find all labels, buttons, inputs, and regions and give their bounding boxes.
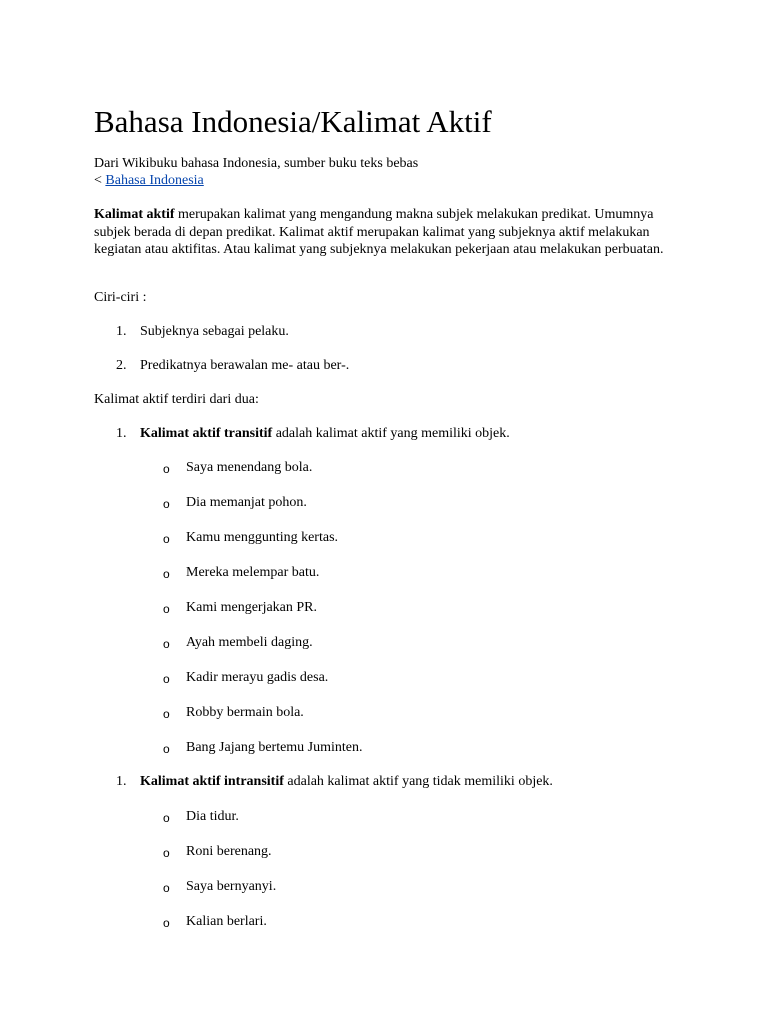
bullet-marker: o (163, 497, 170, 511)
bullet-marker: o (163, 672, 170, 686)
example-text: Roni berenang. (186, 844, 272, 859)
example-text: Kadir merayu gadis desa. (186, 670, 329, 685)
bullet-marker: o (163, 637, 170, 651)
transitif-term: Kalimat aktif transitif (140, 426, 273, 441)
bullet-marker: o (163, 707, 170, 721)
page-title: Bahasa Indonesia/Kalimat Aktif (94, 104, 492, 139)
intro-text: merupakan kalimat yang mengandung makna subjek melakukan predikat. Umumnya subjek berada di depan predikat. Kalimat aktif merupakan kalimat yang subjeknya aktif melakukan kegiatan atau aktifitas. Atau kalimat yang subjeknya melakukan pekerjaan atau melakukan perbuatan. (94, 207, 664, 257)
bullet-marker: o (163, 462, 170, 476)
example-text: Dia tidur. (186, 809, 239, 824)
ciri-heading: Ciri-ciri : (94, 290, 147, 305)
bullet-marker: o (163, 811, 170, 825)
breadcrumb-link-bahasa-indonesia[interactable]: Bahasa Indonesia (105, 173, 204, 188)
example-text: Saya menendang bola. (186, 460, 313, 475)
bullet-marker: o (163, 916, 170, 930)
bullet-marker: o (163, 846, 170, 860)
example-text: Kamu menggunting kertas. (186, 530, 339, 545)
list-number: 1. (116, 774, 127, 789)
intro-bold-term: Kalimat aktif (94, 207, 175, 222)
intro-paragraph (94, 206, 684, 259)
list-number: 2. (116, 358, 127, 373)
terdiri-heading: Kalimat aktif terdiri dari dua: (94, 392, 259, 407)
intransitif-definition (140, 773, 553, 791)
intransitif-term: Kalimat aktif intransitif (140, 774, 284, 789)
example-text: Saya bernyanyi. (186, 879, 277, 894)
example-text: Bang Jajang bertemu Juminten. (186, 740, 363, 755)
transitif-text: adalah kalimat aktif yang memiliki objek. (272, 426, 510, 441)
transitif-definition (140, 425, 510, 443)
intransitif-text: adalah kalimat aktif yang tidak memiliki objek. (283, 774, 553, 789)
page-subtitle: Dari Wikibuku bahasa Indonesia, sumber buku teks bebas (94, 156, 419, 171)
list-item-text: Predikatnya berawalan me- atau ber-. (140, 358, 350, 373)
bullet-marker: o (163, 602, 170, 616)
example-text: Mereka melempar batu. (186, 565, 320, 580)
bullet-marker: o (163, 532, 170, 546)
example-text: Robby bermain bola. (186, 705, 304, 720)
breadcrumb (94, 172, 204, 190)
list-number: 1. (116, 324, 127, 339)
list-item-text: Subjeknya sebagai pelaku. (140, 324, 289, 339)
example-text: Dia memanjat pohon. (186, 495, 307, 510)
bullet-marker: o (163, 742, 170, 756)
bullet-marker: o (163, 567, 170, 581)
example-text: Kalian berlari. (186, 914, 267, 929)
breadcrumb-prefix: < (94, 173, 106, 188)
list-number: 1. (116, 426, 127, 441)
example-text: Kami mengerjakan PR. (186, 600, 318, 615)
bullet-marker: o (163, 881, 170, 895)
example-text: Ayah membeli daging. (186, 635, 313, 650)
